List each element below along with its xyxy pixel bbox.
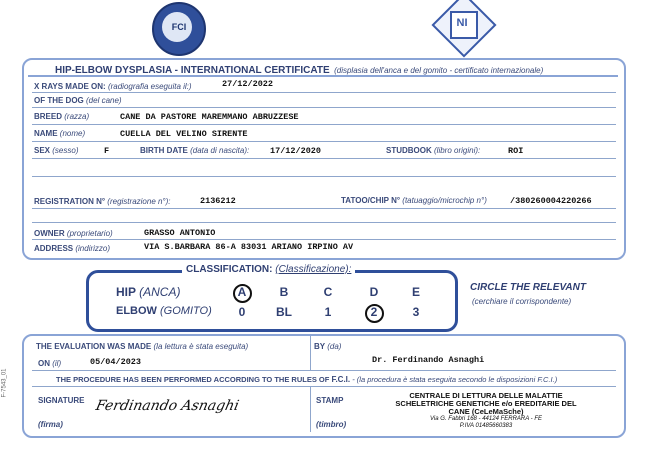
signature-label-it: (firma) [38, 420, 63, 429]
hip-label: HIP (ANCA) [116, 285, 181, 299]
by-label: BY (da) [314, 342, 342, 351]
procedure-statement: THE PROCEDURE HAS BEEN PERFORMED ACCORDING TO THE RULES OF F.C.I. - (la procedura è stata eseguita secondo le disposizioni F.C.I.) [56, 375, 558, 384]
circle-the-relevant-it: (cerchiare il corrispondente) [472, 297, 572, 306]
breed-label: BREED (razza) [34, 112, 90, 121]
classification-title: CLASSIFICATION: (Classificazione): [182, 264, 355, 275]
elbow-grade-2[interactable]: 2 [370, 305, 378, 319]
handwritten-signature: Ferdinando Asnaghi [94, 398, 241, 414]
hip-selected-circle [233, 284, 252, 303]
stamp-line: SCHELETRICHE GENETICHE e/o EREDITARIE DEL [395, 399, 577, 408]
studbook-label: STUDBOOK (libro origini): [386, 146, 481, 155]
enci-logo [433, 2, 491, 48]
stamp-label: STAMP [316, 396, 344, 405]
registration-label: REGISTRATION N° (registrazione n°): [34, 197, 171, 206]
elbow-label: ELBOW (GOMITO) [116, 305, 212, 317]
evaluation-made-label: THE EVALUATION WAS MADE (la lettura è stata eseguita) [36, 342, 249, 351]
birth-date-label: BIRTH DATE (data di nascita): [140, 146, 250, 155]
xrays-date: 27/12/2022 [222, 79, 274, 89]
sex-value: F [104, 146, 110, 156]
stamp-line: CANE (CeLeMaSche) [448, 407, 524, 416]
hip-grade-e[interactable]: E [411, 285, 420, 299]
of-the-dog-label: OF THE DOG (del cane) [34, 96, 122, 105]
elbow-grade-3[interactable]: 3 [412, 305, 420, 319]
on-label: ON (il) [38, 359, 62, 368]
owner-label: OWNER (proprietario) [34, 229, 113, 238]
classification-box [86, 270, 458, 332]
name-label: NAME (nome) [34, 129, 86, 138]
clinic-stamp [386, 392, 586, 430]
fci-logo-text: FCI [171, 22, 187, 32]
evaluation-date: 05/04/2023 [90, 357, 142, 367]
studbook-value: ROI [508, 146, 524, 156]
tatoo-chip-label: TATOO/CHIP N° (tatuaggio/microchip n°) [341, 196, 487, 205]
side-document-code: F-7543_01 [1, 368, 8, 398]
elbow-grade-bl[interactable]: BL [276, 305, 292, 319]
elbow-grade-0[interactable]: 0 [238, 305, 246, 319]
evaluator-name: Dr. Ferdinando Asnaghi [372, 355, 485, 365]
hip-grade-d[interactable]: D [369, 285, 379, 299]
stamp-label-it: (timbro) [316, 420, 347, 429]
elbow-grade-1[interactable]: 1 [324, 305, 332, 319]
certificate-subtitle: (displasia dell'anca e del gomito - certificato internazionale) [334, 66, 544, 75]
signature-label: SIGNATURE [38, 396, 85, 405]
tatoo-chip-value: /380260004220266 [510, 196, 592, 206]
elbow-selected-circle [365, 304, 384, 323]
name-value: CUELLA DEL VELINO SIRENTE [120, 129, 248, 139]
stamp-line: P.IVA 01485660383 [459, 423, 513, 429]
breed-value: CANE DA PASTORE MAREMMANO ABRUZZESE [120, 112, 299, 122]
birth-date-value: 17/12/2020 [270, 146, 322, 156]
circle-the-relevant: CIRCLE THE RELEVANT [470, 282, 586, 293]
fci-logo [152, 2, 206, 56]
certificate-title: HIP-ELBOW DYSPLASIA - INTERNATIONAL CERTIFICATE [55, 65, 330, 76]
stamp-line: CENTRALE DI LETTURA DELLE MALATTIE [409, 391, 563, 400]
stamp-line: Via G. Fabbri 168 - 44124 FERRARA - FE [429, 416, 543, 422]
hip-grade-a[interactable]: A [237, 285, 247, 299]
sex-label: SEX (sesso) [34, 146, 79, 155]
xrays-label: X RAYS MADE ON: (radiografia eseguita il:) [34, 82, 192, 91]
address-label: ADDRESS (indirizzo) [34, 244, 111, 253]
enci-logo-text: NI [456, 17, 468, 29]
owner-value: GRASSO ANTONIO [144, 228, 216, 238]
hip-grade-c[interactable]: C [323, 285, 333, 299]
address-value: VIA S.BARBARA 86-A 83031 ARIANO IRPINO AV [144, 242, 354, 252]
hip-grade-b[interactable]: B [279, 285, 289, 299]
registration-value: 2136212 [200, 196, 236, 206]
